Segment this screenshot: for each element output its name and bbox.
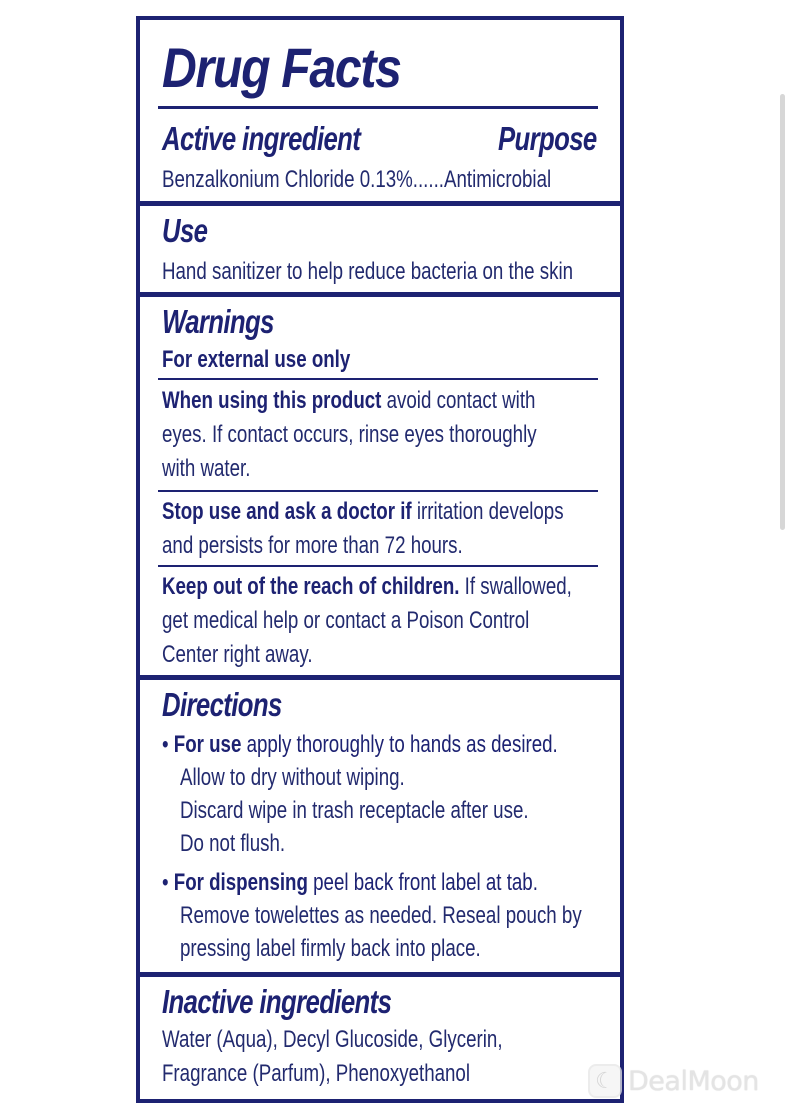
warning-rule (158, 565, 598, 567)
when-using-line-3: with water. (162, 455, 251, 482)
use-heading: Use (162, 212, 208, 249)
section-divider (140, 972, 620, 977)
for-use-text: apply thoroughly to hands as desired. (241, 731, 558, 758)
drug-facts-panel (136, 16, 624, 1103)
when-using-bold: When using this product (162, 387, 382, 414)
stop-use-bold: Stop use and ask a doctor if (162, 498, 412, 525)
section-divider (140, 201, 620, 206)
use-text: Hand sanitizer to help reduce bacteria on the skin (162, 258, 574, 285)
for-use-line-1 (162, 728, 558, 762)
external-use-text (162, 343, 350, 377)
purpose-heading: Purpose (498, 120, 597, 157)
warnings-heading: Warnings (162, 303, 274, 340)
keep-out-line-2: get medical help or contact a Poison Control (162, 607, 530, 634)
for-use-line-4: Do not flush. (180, 830, 286, 857)
section-divider (140, 675, 620, 680)
directions-heading: Directions (162, 686, 282, 723)
bullet: • (162, 869, 169, 896)
keep-out-text: If swallowed, (459, 573, 572, 600)
external-use-bold: For external use only (162, 346, 351, 373)
for-use-line-2: Allow to dry without wiping. (180, 764, 405, 791)
scrollbar[interactable] (780, 94, 785, 530)
dispensing-line-3: pressing label firmly back into place. (180, 935, 481, 962)
keep-out-bold: Keep out of the reach of children. (162, 573, 460, 600)
bullet: • (162, 731, 169, 758)
stop-use-line-2: and persists for more than 72 hours. (162, 532, 463, 559)
stop-use-text: irritation develops (411, 498, 564, 525)
active-ingredient-heading: Active ingredient (162, 120, 361, 157)
title-rule (158, 106, 598, 109)
warning-rule (158, 490, 598, 492)
dispensing-line-1 (162, 866, 538, 900)
dispensing-text: peel back front label at tab. (307, 869, 538, 896)
drug-facts-title: Drug Facts (162, 36, 401, 99)
section-divider (140, 292, 620, 297)
inactive-ingredients-heading: Inactive ingredients (162, 983, 392, 1020)
inactive-ingredients-line-2: Fragrance (Parfum), Phenoxyethanol (162, 1060, 471, 1087)
warning-rule (158, 378, 598, 380)
keep-out-line-3: Center right away. (162, 641, 313, 668)
watermark (588, 1062, 759, 1100)
for-use-line-3: Discard wipe in trash receptacle after use. (180, 797, 529, 824)
when-using-text: avoid contact with (381, 387, 536, 414)
dealmoon-logo-icon: ☾ (588, 1064, 622, 1098)
when-using-line-2: eyes. If contact occurs, rinse eyes thoroughly (162, 421, 537, 448)
stop-use-line-1 (162, 495, 564, 529)
watermark-text: DealMoon (628, 1065, 759, 1097)
for-use-bold: For use (173, 731, 242, 758)
keep-out-line-1 (162, 570, 572, 604)
when-using-line-1 (162, 384, 535, 418)
inactive-ingredients-line-1: Water (Aqua), Decyl Glucoside, Glycerin, (162, 1026, 503, 1053)
dispensing-line-2: Remove towelettes as needed. Reseal pouch by (180, 902, 582, 929)
dispensing-bold: For dispensing (173, 869, 308, 896)
active-ingredient-line: Benzalkonium Chloride 0.13%......Antimicrobial (162, 166, 552, 193)
